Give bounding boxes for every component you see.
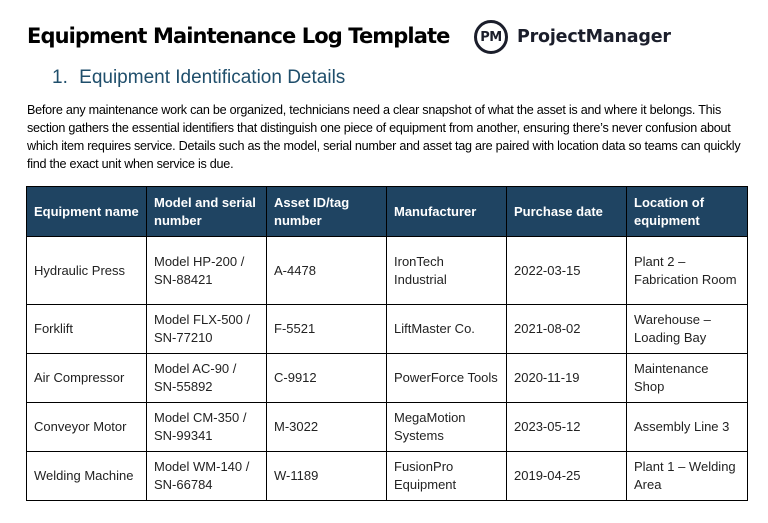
cell-model-serial: Model AC-90 / SN-55892 [147, 354, 267, 403]
cell-purchase-date: 2021-08-02 [507, 305, 627, 354]
cell-equipment-name: Forklift [27, 305, 147, 354]
header-equipment-name: Equipment name [27, 187, 147, 237]
cell-equipment-name: Hydraulic Press [27, 237, 147, 305]
table-row [27, 354, 748, 403]
cell-location: Plant 1 – Welding Area [627, 452, 748, 501]
logo-wordmark: ProjectManager [517, 27, 671, 47]
cell-location: Maintenance Shop [627, 354, 748, 403]
table-row [27, 403, 748, 452]
pm-logo-icon: PM [474, 20, 508, 54]
cell-purchase-date: 2022-03-15 [507, 237, 627, 305]
cell-location: Plant 2 – Fabrication Room [627, 237, 748, 305]
cell-manufacturer: IronTech Industrial [387, 237, 507, 305]
cell-model-serial: Model CM-350 / SN-99341 [147, 403, 267, 452]
header-manufacturer: Manufacturer [387, 187, 507, 237]
cell-manufacturer: FusionPro Equipment [387, 452, 507, 501]
cell-purchase-date: 2023-05-12 [507, 403, 627, 452]
cell-asset-id: C-9912 [267, 354, 387, 403]
cell-manufacturer: PowerForce Tools [387, 354, 507, 403]
header-model-serial: Model and serial number [147, 187, 267, 237]
cell-model-serial: Model WM-140 / SN-66784 [147, 452, 267, 501]
cell-location: Warehouse – Loading Bay [627, 305, 748, 354]
equipment-identification-table [26, 186, 748, 501]
cell-asset-id: W-1189 [267, 452, 387, 501]
header-purchase-date: Purchase date [507, 187, 627, 237]
section-heading-text: Equipment Identification Details [79, 67, 346, 88]
intro-paragraph: Before any maintenance work can be organized, technicians need a clear snapshot of what the asset is and where it belongs. This section gathers the essential identifiers that distinguish one piece of equipment from another, ensuring there’s never confusion about which item requires service. Details such as the model, serial number and asset tag are paired with location data so teams can quickly find the exact unit when service is due. [27, 103, 741, 171]
cell-asset-id: F-5521 [267, 305, 387, 354]
table-header-row [27, 187, 748, 237]
cell-equipment-name: Air Compressor [27, 354, 147, 403]
cell-purchase-date: 2019-04-25 [507, 452, 627, 501]
cell-model-serial: Model FLX-500 / SN-77210 [147, 305, 267, 354]
cell-model-serial: Model HP-200 / SN-88421 [147, 237, 267, 305]
cell-purchase-date: 2020-11-19 [507, 354, 627, 403]
table-row [27, 452, 748, 501]
projectmanager-logo [474, 20, 671, 54]
section-heading [52, 67, 345, 89]
cell-asset-id: M-3022 [267, 403, 387, 452]
table-row [27, 305, 748, 354]
cell-asset-id: A-4478 [267, 237, 387, 305]
cell-manufacturer: LiftMaster Co. [387, 305, 507, 354]
cell-equipment-name: Welding Machine [27, 452, 147, 501]
section-number: 1. [52, 67, 68, 88]
cell-equipment-name: Conveyor Motor [27, 403, 147, 452]
header-location: Location of equipment [627, 187, 748, 237]
header-asset-id: Asset ID/tag number [267, 187, 387, 237]
document-title: Equipment Maintenance Log Template [27, 24, 450, 48]
cell-location: Assembly Line 3 [627, 403, 748, 452]
table-row [27, 237, 748, 305]
cell-manufacturer: MegaMotion Systems [387, 403, 507, 452]
